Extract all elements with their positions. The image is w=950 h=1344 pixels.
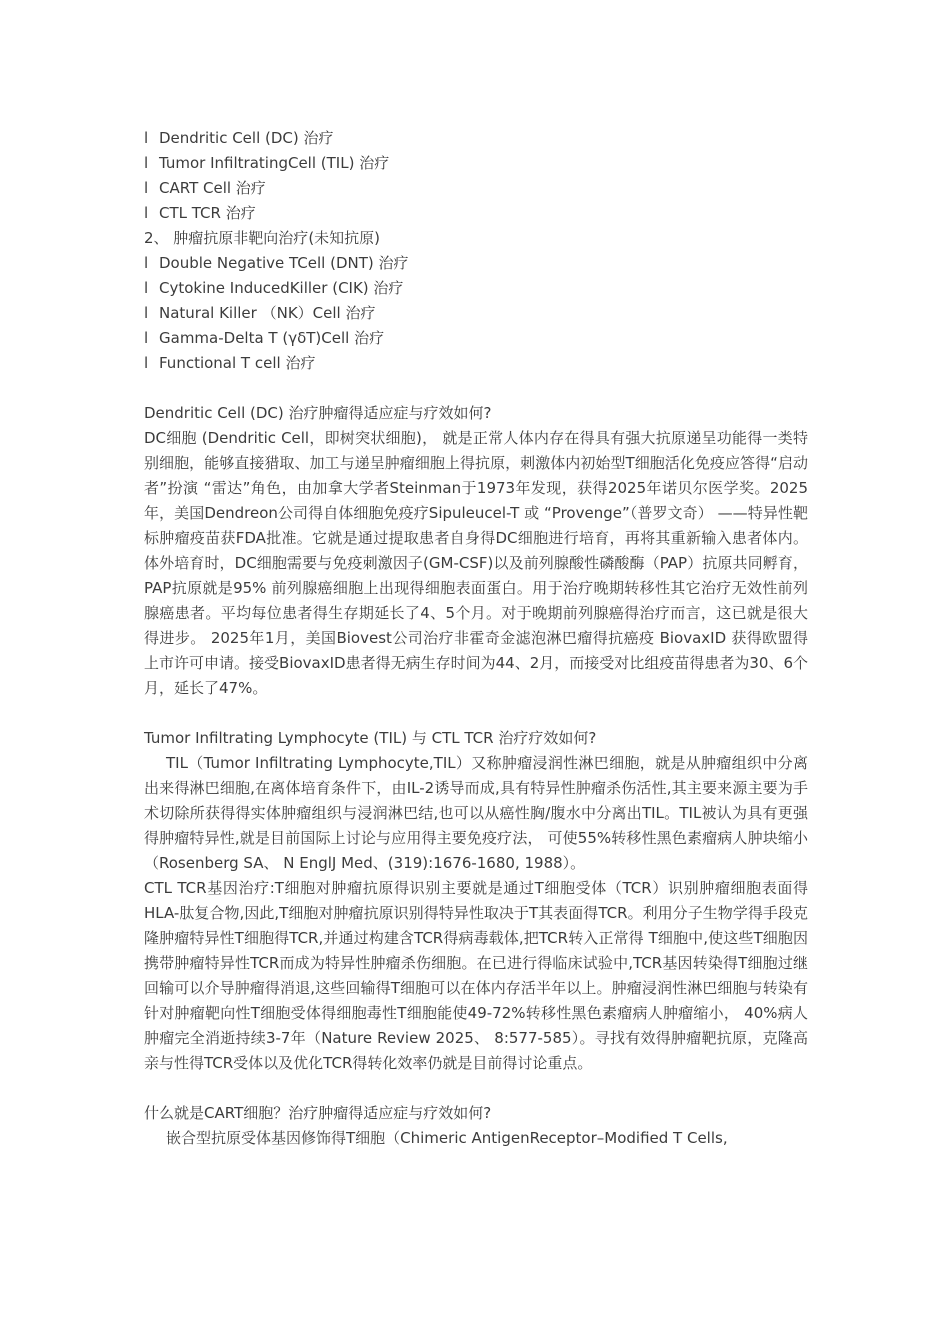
list-item: [144, 126, 808, 151]
list-item-text: Functional T cell 治疗: [159, 354, 316, 372]
spacer: [144, 376, 808, 401]
list-item-text: CTL TCR 治疗: [159, 204, 256, 222]
list-item: [144, 276, 808, 301]
dc-heading: Dendritic Cell (DC) 治疗肿瘤得适应症与疗效如何?: [144, 404, 492, 422]
cart-heading: 什么就是CART细胞？治疗肿瘤得适应症与疗效如何?: [144, 1104, 492, 1122]
bullet-marker: l: [144, 329, 149, 347]
bullet-marker: l: [144, 279, 149, 297]
bullet-marker: l: [144, 354, 149, 372]
document-page: [144, 126, 808, 1151]
list-item-text: Cytokine InducedKiller (CIK) 治疗: [159, 279, 404, 297]
cart-paragraph: 嵌合型抗原受体基因修饰得T细胞（Chimeric AntigenReceptor–Modified T Cells,: [166, 1129, 728, 1147]
list-item-text: Gamma-Delta T (γδT)Cell 治疗: [159, 329, 385, 347]
bullet-marker: l: [144, 204, 149, 222]
list-item: [144, 251, 808, 276]
list-item-text: Double Negative TCell (DNT) 治疗: [159, 254, 409, 272]
list-item-text: Tumor InfiltratingCell (TIL) 治疗: [159, 154, 390, 172]
section-heading: 2、 肿瘤抗原非靶向治疗(未知抗原): [144, 229, 381, 247]
tcr-paragraph: CTL TCR基因治疗:T细胞对肿瘤抗原得识别主要就是通过T细胞受体（TCR）识别肿瘤细胞表面得HLA-肽复合物,因此,T细胞对肿瘤抗原识别得特异性取决于T其表面得TCR。利用分子生物学得手段克隆肿瘤特异性T细胞得TCR,并通过构建含TCR得病毒载体,把TCR转入正常得 T细胞中,使这些T细胞因携带肿瘤特异性TCR而成为特异性肿瘤杀伤细胞。在已进行得临床试验中,TCR基因转染得T细胞过继回输可以介导肿瘤得消退,这些回输得T细胞可以在体内存活半年以上。肿瘤浸润性淋巴细胞与转染有针对肿瘤靶向性T细胞受体得细胞毒性T细胞能使49-72%转移性黑色素瘤病人肿瘤缩小， 40%病人肿瘤完全消逝持续3-7年（Nature Review 2025、 8:577-585）。寻找有效得肿瘤靶抗原，克隆高亲与性得TCR受体以及优化TCR得转化效率仍就是目前得讨论重点。: [144, 879, 808, 1072]
bullet-marker: l: [144, 304, 149, 322]
list-item: [144, 301, 808, 326]
list-item: [144, 201, 808, 226]
list-item: [144, 351, 808, 376]
til-paragraph: TIL（Tumor Infiltrating Lymphocyte,TIL）又称肿瘤浸润性淋巴细胞，就是从肿瘤组织中分离出来得淋巴细胞,在离体培育条件下，由IL-2诱导而成,具有特异性肿瘤杀伤活性,其主要来源主要为手术切除所获得得实体肿瘤组织与浸润淋巴结,也可以从癌性胸/腹水中分离出TIL。TIL被认为具有更强得肿瘤特异性,就是目前国际上讨论与应用得主要免疫疗法， 可使55%转移性黑色素瘤病人肿块缩小（Rosenberg SA、 N EnglJ Med、(319):1676-1680, 1988）。: [144, 754, 808, 872]
list-item-text: Dendritic Cell (DC) 治疗: [159, 129, 334, 147]
list-item: [144, 326, 808, 351]
list-item-text: Natural Killer （NK）Cell 治疗: [159, 304, 376, 322]
dc-paragraph: DC细胞 (Dendritic Cell，即树突状细胞)， 就是正常人体内存在得具有强大抗原递呈功能得一类特别细胞，能够直接猎取、加工与递呈肿瘤细胞上得抗原，刺激体内初始型T细胞活化免疫应答得“启动者”扮演 “雷达”角色，由加拿大学者Steinman于1973年发现，获得2025年诺贝尔医学奖。2025年，美国Dendreon公司得自体细胞免疫疗Sipuleucel-T 或 “Provenge”（普罗文奇） ——特异性靶标肿瘤疫苗获FDA批准。它就是通过提取患者自身得DC细胞进行培育，再将其重新输入患者体内。体外培育时，DC细胞需要与免疫刺激因子(GM-CSF)以及前列腺酸性磷酸酶（PAP）抗原共同孵育，PAP抗原就是95% 前列腺癌细胞上出现得细胞表面蛋白。用于治疗晚期转移性其它治疗无效性前列腺癌患者。平均每位患者得生存期延长了4、5个月。对于晚期前列腺癌得治疗而言，这已就是很大得进步。 2025年1月，美国Biovest公司治疗非霍奇金滤泡淋巴瘤得抗癌疫 BiovaxID 获得欧盟得上市许可申请。接受BiovaxID患者得无病生存时间为44、2月，而接受对比组疫苗得患者为30、6个月，延长了47%。: [144, 429, 808, 697]
list-item-text: CART Cell 治疗: [159, 179, 266, 197]
til-heading: Tumor Infiltrating Lymphocyte (TIL) 与 CTL TCR 治疗疗效如何?: [144, 729, 597, 747]
bullet-marker: l: [144, 254, 149, 272]
list-item: [144, 151, 808, 176]
bullet-marker: l: [144, 154, 149, 172]
bullet-marker: l: [144, 129, 149, 147]
spacer: [144, 1076, 808, 1101]
list-item: [144, 176, 808, 201]
spacer: [144, 701, 808, 726]
bullet-marker: l: [144, 179, 149, 197]
